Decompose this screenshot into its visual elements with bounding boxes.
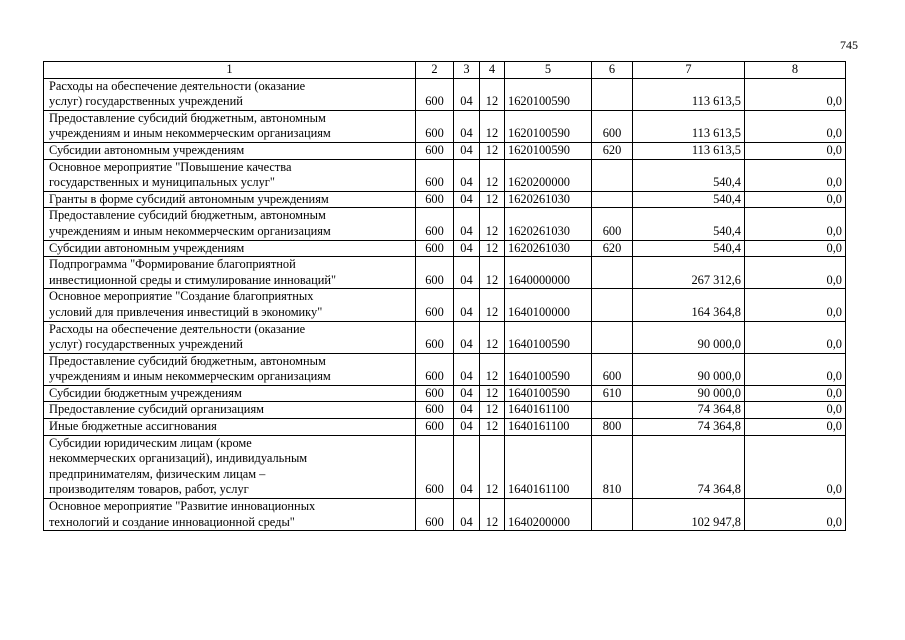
amount-secondary-cell: 0,0: [745, 385, 846, 402]
ministry-code-cell: 600: [416, 208, 454, 240]
amount-secondary-cell: 0,0: [745, 208, 846, 240]
section-code-cell: 04: [454, 240, 480, 257]
column-header: 2: [416, 62, 454, 79]
expense-name-cell: Предоставление субсидий организациям: [44, 402, 416, 419]
target-code-cell: 1640161100: [505, 435, 592, 498]
subsection-code-cell: 12: [480, 240, 505, 257]
amount-cell: 90 000,0: [633, 385, 745, 402]
section-code-cell: 04: [454, 419, 480, 436]
expense-type-cell: 610: [592, 385, 633, 402]
amount-secondary-cell: 0,0: [745, 289, 846, 321]
target-code-cell: 1620100590: [505, 142, 592, 159]
column-header: 8: [745, 62, 846, 79]
table-row: [44, 419, 846, 436]
expense-type-cell: 620: [592, 240, 633, 257]
amount-cell: 113 613,5: [633, 142, 745, 159]
expense-name-cell: Расходы на обеспечение деятельности (оказание услуг) государственных учреждений: [44, 78, 416, 110]
table-row: [44, 142, 846, 159]
section-code-cell: 04: [454, 78, 480, 110]
column-header: 4: [480, 62, 505, 79]
target-code-cell: 1640000000: [505, 257, 592, 289]
amount-secondary-cell: 0,0: [745, 419, 846, 436]
expense-name-cell: Основное мероприятие "Создание благоприятных условий для привлечения инвестиций в экономику": [44, 289, 416, 321]
expense-name-cell: Подпрограмма "Формирование благоприятной инвестиционной среды и стимулирование инноваций": [44, 257, 416, 289]
subsection-code-cell: 12: [480, 257, 505, 289]
column-number-row: [44, 62, 846, 79]
target-code-cell: 1640161100: [505, 419, 592, 436]
column-header: 6: [592, 62, 633, 79]
expense-type-cell: [592, 257, 633, 289]
subsection-code-cell: 12: [480, 402, 505, 419]
ministry-code-cell: 600: [416, 419, 454, 436]
expense-name-cell: Предоставление субсидий бюджетным, автономным учреждениям и иным некоммерческим организациям: [44, 208, 416, 240]
target-code-cell: 1620100590: [505, 78, 592, 110]
target-code-cell: 1620261030: [505, 191, 592, 208]
target-code-cell: 1620200000: [505, 159, 592, 191]
column-header: 1: [44, 62, 416, 79]
target-code-cell: 1640200000: [505, 499, 592, 531]
target-code-cell: 1620261030: [505, 240, 592, 257]
page-number: 745: [840, 38, 858, 52]
target-code-cell: 1640100590: [505, 321, 592, 353]
ministry-code-cell: 600: [416, 240, 454, 257]
target-code-cell: 1640161100: [505, 402, 592, 419]
ministry-code-cell: 600: [416, 402, 454, 419]
amount-secondary-cell: 0,0: [745, 159, 846, 191]
subsection-code-cell: 12: [480, 321, 505, 353]
subsection-code-cell: 12: [480, 419, 505, 436]
expense-name-cell: Субсидии бюджетным учреждениям: [44, 385, 416, 402]
amount-cell: 102 947,8: [633, 499, 745, 531]
amount-cell: 113 613,5: [633, 110, 745, 142]
expense-name-cell: Основное мероприятие "Развитие инновационных технологий и создание инновационной среды": [44, 499, 416, 531]
target-code-cell: 1640100000: [505, 289, 592, 321]
expense-type-cell: [592, 321, 633, 353]
section-code-cell: 04: [454, 435, 480, 498]
ministry-code-cell: 600: [416, 78, 454, 110]
target-code-cell: 1640100590: [505, 385, 592, 402]
expense-type-cell: [592, 191, 633, 208]
ministry-code-cell: 600: [416, 142, 454, 159]
ministry-code-cell: 600: [416, 353, 454, 385]
subsection-code-cell: 12: [480, 110, 505, 142]
target-code-cell: 1620261030: [505, 208, 592, 240]
subsection-code-cell: 12: [480, 159, 505, 191]
amount-cell: 164 364,8: [633, 289, 745, 321]
amount-cell: 540,4: [633, 191, 745, 208]
column-header: 5: [505, 62, 592, 79]
table-row: [44, 110, 846, 142]
subsection-code-cell: 12: [480, 142, 505, 159]
section-code-cell: 04: [454, 208, 480, 240]
amount-secondary-cell: 0,0: [745, 257, 846, 289]
expense-name-cell: Субсидии автономным учреждениям: [44, 240, 416, 257]
subsection-code-cell: 12: [480, 208, 505, 240]
section-code-cell: 04: [454, 257, 480, 289]
subsection-code-cell: 12: [480, 289, 505, 321]
expense-type-cell: [592, 402, 633, 419]
table-row: [44, 402, 846, 419]
ministry-code-cell: 600: [416, 385, 454, 402]
amount-secondary-cell: 0,0: [745, 191, 846, 208]
expense-type-cell: [592, 78, 633, 110]
amount-cell: 74 364,8: [633, 419, 745, 436]
expense-type-cell: 620: [592, 142, 633, 159]
budget-table: [43, 61, 846, 531]
ministry-code-cell: 600: [416, 289, 454, 321]
ministry-code-cell: 600: [416, 257, 454, 289]
expense-name-cell: Предоставление субсидий бюджетным, автономным учреждениям и иным некоммерческим организациям: [44, 110, 416, 142]
table-row: [44, 499, 846, 531]
amount-secondary-cell: 0,0: [745, 435, 846, 498]
expense-type-cell: 600: [592, 110, 633, 142]
amount-cell: 74 364,8: [633, 435, 745, 498]
amount-secondary-cell: 0,0: [745, 499, 846, 531]
ministry-code-cell: 600: [416, 191, 454, 208]
expense-name-cell: Основное мероприятие "Повышение качества государственных и муниципальных услуг": [44, 159, 416, 191]
table-row: [44, 289, 846, 321]
column-header: 7: [633, 62, 745, 79]
amount-secondary-cell: 0,0: [745, 78, 846, 110]
table-row: [44, 159, 846, 191]
expense-type-cell: 810: [592, 435, 633, 498]
expense-type-cell: [592, 289, 633, 321]
ministry-code-cell: 600: [416, 499, 454, 531]
amount-cell: 74 364,8: [633, 402, 745, 419]
target-code-cell: 1620100590: [505, 110, 592, 142]
subsection-code-cell: 12: [480, 499, 505, 531]
amount-secondary-cell: 0,0: [745, 110, 846, 142]
expense-name-cell: Гранты в форме субсидий автономным учреждениям: [44, 191, 416, 208]
subsection-code-cell: 12: [480, 353, 505, 385]
ministry-code-cell: 600: [416, 159, 454, 191]
expense-name-cell: Расходы на обеспечение деятельности (оказание услуг) государственных учреждений: [44, 321, 416, 353]
column-header: 3: [454, 62, 480, 79]
section-code-cell: 04: [454, 191, 480, 208]
expense-name-cell: Иные бюджетные ассигнования: [44, 419, 416, 436]
target-code-cell: 1640100590: [505, 353, 592, 385]
amount-secondary-cell: 0,0: [745, 240, 846, 257]
section-code-cell: 04: [454, 385, 480, 402]
table-row: [44, 191, 846, 208]
table-row: [44, 208, 846, 240]
expense-type-cell: 600: [592, 353, 633, 385]
section-code-cell: 04: [454, 402, 480, 419]
expense-name-cell: Субсидии юридическим лицам (кроме некоммерческих организаций), индивидуальным предпринимателям, физическим лицам – производителям товаров, работ, услуг: [44, 435, 416, 498]
amount-cell: 113 613,5: [633, 78, 745, 110]
amount-cell: 90 000,0: [633, 353, 745, 385]
table-row: [44, 240, 846, 257]
amount-cell: 267 312,6: [633, 257, 745, 289]
section-code-cell: 04: [454, 110, 480, 142]
amount-secondary-cell: 0,0: [745, 142, 846, 159]
section-code-cell: 04: [454, 289, 480, 321]
section-code-cell: 04: [454, 499, 480, 531]
expense-type-cell: 800: [592, 419, 633, 436]
amount-secondary-cell: 0,0: [745, 402, 846, 419]
section-code-cell: 04: [454, 321, 480, 353]
table-row: [44, 78, 846, 110]
ministry-code-cell: 600: [416, 321, 454, 353]
expense-name-cell: Предоставление субсидий бюджетным, автономным учреждениям и иным некоммерческим организациям: [44, 353, 416, 385]
subsection-code-cell: 12: [480, 385, 505, 402]
amount-cell: 540,4: [633, 240, 745, 257]
expense-name-cell: Субсидии автономным учреждениям: [44, 142, 416, 159]
subsection-code-cell: 12: [480, 191, 505, 208]
ministry-code-cell: 600: [416, 110, 454, 142]
table-row: [44, 435, 846, 498]
section-code-cell: 04: [454, 159, 480, 191]
table-row: [44, 353, 846, 385]
amount-secondary-cell: 0,0: [745, 321, 846, 353]
ministry-code-cell: 600: [416, 435, 454, 498]
amount-cell: 90 000,0: [633, 321, 745, 353]
subsection-code-cell: 12: [480, 78, 505, 110]
amount-cell: 540,4: [633, 159, 745, 191]
amount-secondary-cell: 0,0: [745, 353, 846, 385]
expense-type-cell: 600: [592, 208, 633, 240]
expense-type-cell: [592, 499, 633, 531]
table-row: [44, 321, 846, 353]
section-code-cell: 04: [454, 142, 480, 159]
amount-cell: 540,4: [633, 208, 745, 240]
expense-type-cell: [592, 159, 633, 191]
section-code-cell: 04: [454, 353, 480, 385]
table-row: [44, 257, 846, 289]
table-row: [44, 385, 846, 402]
subsection-code-cell: 12: [480, 435, 505, 498]
